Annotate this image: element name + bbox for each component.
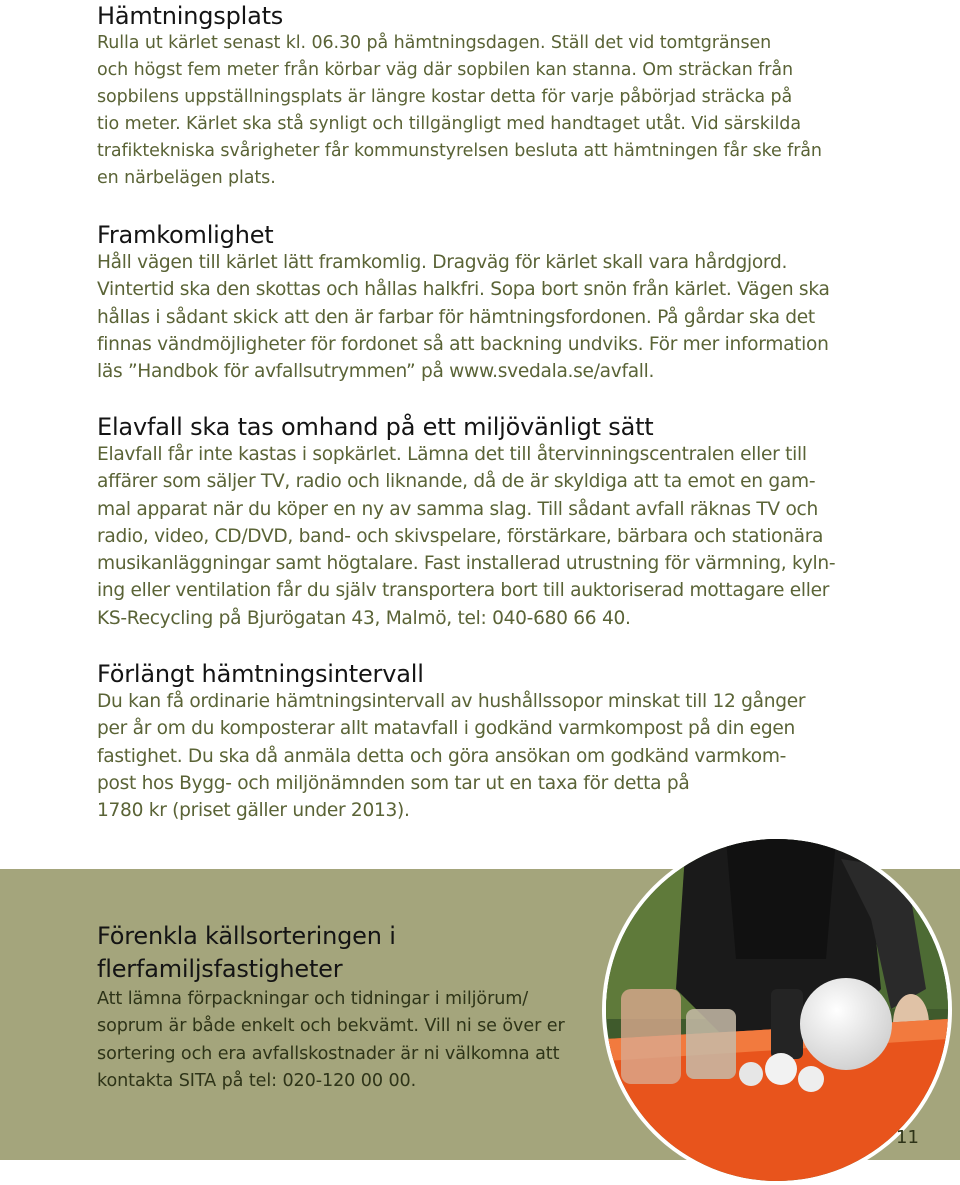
text-line: Håll vägen till kärlet lätt framkomlig. Dragväg för kärlet skall vara hårdgjord. (97, 252, 788, 273)
text-line: radio, video, CD/DVD, band- och skivspelare, förstärkare, bärbara och stationära (97, 525, 824, 547)
paragraph-forenkla-kallsortering (97, 986, 597, 1095)
text-line: finnas vändmöjligheter för fordonet så att backning undviks. För mer information (97, 333, 829, 355)
section-elavfall (97, 413, 837, 632)
heading-hamtningsplats: Hämtningsplats (97, 2, 284, 30)
dark-bottle (771, 989, 803, 1059)
text-line: affärer som säljer TV, radio och liknande, då de är skyldiga att ta emot en gam- (97, 471, 816, 493)
text-line: 1780 kr (priset gäller under 2013). (97, 800, 410, 822)
text-line: sortering och era avfallskostnader är ni välkomna att (97, 1043, 560, 1064)
heading-framkomlighet: Framkomlighet (97, 221, 274, 249)
text-line: Vintertid ska den skottas och hållas halkfri. Sopa bort snön från kärlet. Vägen ska (97, 279, 830, 301)
glass-jar (621, 989, 681, 1084)
text-line: sopbilens uppställningsplats är längre kostar detta för varje påbörjad sträcka på (97, 87, 793, 107)
white-globe (800, 978, 892, 1070)
text-line: soprum är både enkelt och bekvämt. Vill ni se över er (97, 1016, 565, 1037)
heading-elavfall: Elavfall ska tas omhand på ett miljövänligt sätt (97, 413, 654, 441)
text-line: hållas i sådant skick att den är farbar för hämtningsfordonen. På gårdar ska det (97, 306, 815, 328)
text-line: Rulla ut kärlet senast kl. 06.30 på hämtningsdagen. Ställ det vid tomtgränsen (97, 33, 772, 53)
text-line: mal apparat när du köper en ny av samma slag. Till sådant avfall räknas TV och (97, 498, 818, 520)
paragraph-forlangt-intervall (97, 688, 837, 824)
text-line: läs ”Handbok för avfallsutrymmen” på www.svedala.se/avfall. (97, 361, 655, 383)
heading-forlangt-intervall: Förlängt hämtningsintervall (97, 660, 424, 688)
text-line: tio meter. Kärlet ska stå synligt och tillgängligt med handtaget utåt. Vid särskilda (97, 114, 801, 134)
text-line: ing eller ventilation får du själv transportera bort till auktoriserad mottagare eller (97, 580, 830, 602)
text-line: en närbelägen plats. (97, 168, 276, 188)
text-line: Du kan få ordinarie hämtningsintervall av hushållssopor minskat till 12 gånger (97, 691, 806, 712)
text-line: kontakta SITA på tel: 020-120 00 00. (97, 1070, 417, 1091)
section-hamtningsplats (97, 2, 837, 192)
text-line: KS-Recycling på Bjurögatan 43, Malmö, tel: 040-680 66 40. (97, 607, 631, 629)
text-line: musikanläggningar samt högtalare. Fast installerad utrustning för värmning, kyln- (97, 553, 836, 575)
section-framkomlighet (97, 221, 837, 385)
heading-line: Förenkla källsorteringen i (97, 922, 396, 950)
text-line: per år om du komposterar allt matavfall i godkänd varmkompost på din egen (97, 718, 795, 740)
text-line: och högst fem meter från körbar väg där sopbilen kan stanna. Om sträckan från (97, 60, 793, 80)
section-forlangt-intervall (97, 660, 837, 824)
paragraph-hamtningsplats (97, 30, 837, 192)
page-number: 11 (896, 1127, 919, 1148)
paragraph-elavfall (97, 441, 837, 632)
text-line: Elavfall får inte kastas i sopkärlet. Lämna det till återvinningscentralen eller till (97, 444, 807, 465)
text-line: fastighet. Du ska då anmäla detta och göra ansökan om godkänd varmkom- (97, 745, 787, 767)
heading-forenkla-kallsortering (97, 920, 597, 986)
text-line: trafiktekniska svårigheter får kommunstyrelsen besluta att hämtningen får ske från (97, 141, 822, 161)
heading-line: flerfamiljsfastigheter (97, 955, 343, 983)
text-line: post hos Bygg- och miljönämnden som tar ut en taxa för detta på (97, 772, 690, 794)
section-forenkla-kallsortering (97, 920, 597, 1095)
paragraph-framkomlighet (97, 249, 837, 385)
text-line: Att lämna förpackningar och tidningar i miljörum/ (97, 989, 529, 1009)
